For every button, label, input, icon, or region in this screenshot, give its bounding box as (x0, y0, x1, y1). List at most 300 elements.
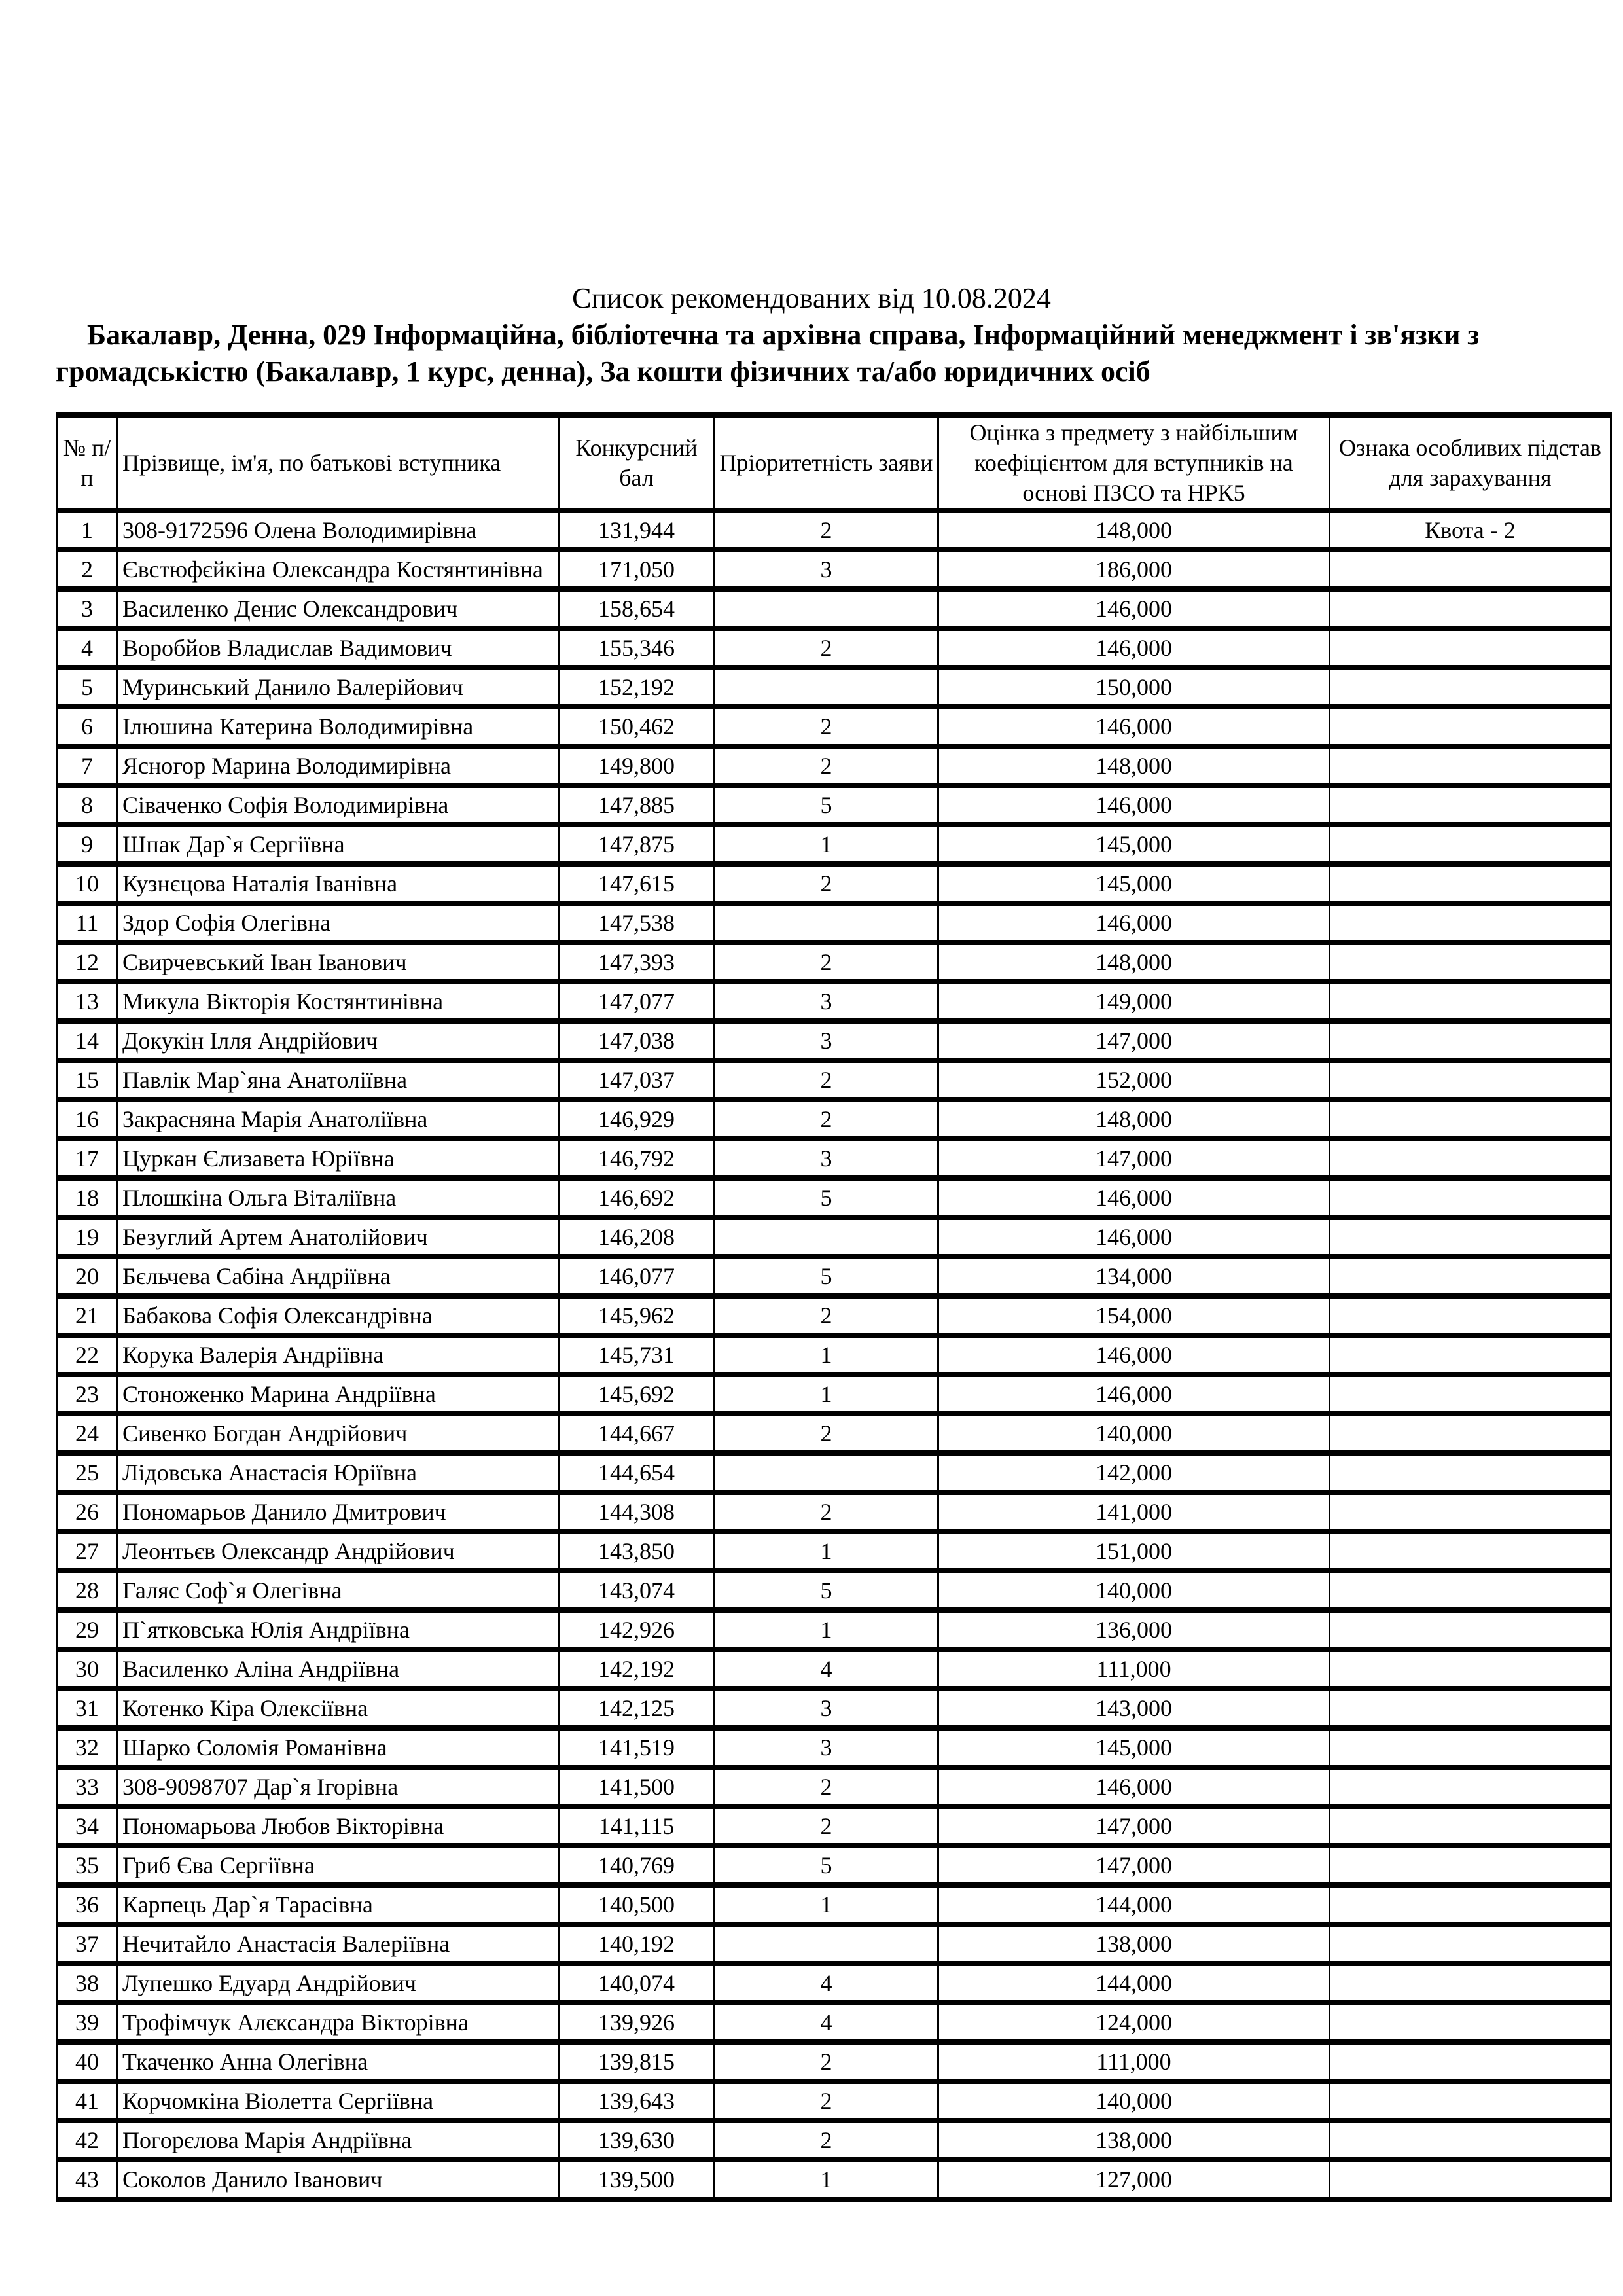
competitive-score: 144,654 (559, 1453, 715, 1492)
application-priority (715, 589, 938, 628)
subject-score: 147,000 (938, 1846, 1330, 1885)
header-priority: Пріоритетність заяви (715, 415, 938, 511)
special-grounds (1330, 550, 1611, 589)
application-priority (715, 1453, 938, 1492)
competitive-score: 147,875 (559, 825, 715, 864)
subject-score: 152,000 (938, 1060, 1330, 1100)
special-grounds (1330, 1217, 1611, 1257)
row-number: 32 (57, 1728, 118, 1767)
table-header-row (57, 415, 1611, 511)
subject-score: 140,000 (938, 1571, 1330, 1610)
application-priority: 5 (715, 785, 938, 825)
subject-score: 148,000 (938, 511, 1330, 550)
table-row (57, 1649, 1611, 1689)
competitive-score: 146,077 (559, 1257, 715, 1296)
table-row (57, 825, 1611, 864)
table-row (57, 1178, 1611, 1217)
application-priority: 2 (715, 1100, 938, 1139)
subject-score: 145,000 (938, 825, 1330, 864)
table-row (57, 903, 1611, 942)
applicant-name: Докукін Ілля Андрійович (118, 1021, 559, 1060)
table-row (57, 1335, 1611, 1374)
applicant-name: Стоноженко Марина Андріївна (118, 1374, 559, 1414)
special-grounds (1330, 1492, 1611, 1532)
application-priority: 2 (715, 1806, 938, 1846)
application-priority: 1 (715, 1374, 938, 1414)
applicant-name: Воробйов Владислав Вадимович (118, 628, 559, 668)
applicant-name: Корчомкіна Віолетта Сергіївна (118, 2081, 559, 2121)
competitive-score: 145,731 (559, 1335, 715, 1374)
special-grounds (1330, 1728, 1611, 1767)
applicant-name: 308-9098707 Дар`я Ігорівна (118, 1767, 559, 1806)
table-row (57, 1571, 1611, 1610)
subject-score: 141,000 (938, 1492, 1330, 1532)
applicant-name: Погорєлова Марія Андріївна (118, 2121, 559, 2160)
table-row (57, 550, 1611, 589)
table-row (57, 982, 1611, 1021)
special-grounds (1330, 2081, 1611, 2121)
application-priority: 4 (715, 1964, 938, 2003)
applicant-name: Шпак Дар`я Сергіївна (118, 825, 559, 864)
subject-score: 142,000 (938, 1453, 1330, 1492)
row-number: 39 (57, 2003, 118, 2042)
application-priority: 2 (715, 942, 938, 982)
application-priority: 2 (715, 1767, 938, 1806)
row-number: 31 (57, 1689, 118, 1728)
subject-score: 148,000 (938, 746, 1330, 785)
special-grounds (1330, 1571, 1611, 1610)
row-number: 16 (57, 1100, 118, 1139)
row-number: 2 (57, 550, 118, 589)
subject-score: 138,000 (938, 1924, 1330, 1964)
competitive-score: 139,643 (559, 2081, 715, 2121)
table-row (57, 1532, 1611, 1571)
subject-score: 111,000 (938, 1649, 1330, 1689)
subject-score: 124,000 (938, 2003, 1330, 2042)
header-num: № п/п (57, 415, 118, 511)
applicant-name: 308-9172596 Олена Володимирівна (118, 511, 559, 550)
competitive-score: 147,393 (559, 942, 715, 982)
application-priority: 4 (715, 2003, 938, 2042)
table-row (57, 2042, 1611, 2081)
subject-score: 148,000 (938, 942, 1330, 982)
subject-score: 146,000 (938, 1178, 1330, 1217)
application-priority: 2 (715, 1414, 938, 1453)
table-body (57, 511, 1611, 2199)
table-row (57, 707, 1611, 746)
row-number: 29 (57, 1610, 118, 1649)
row-number: 17 (57, 1139, 118, 1178)
row-number: 41 (57, 2081, 118, 2121)
table-row (57, 2081, 1611, 2121)
special-grounds (1330, 707, 1611, 746)
application-priority: 3 (715, 1139, 938, 1178)
competitive-score: 146,208 (559, 1217, 715, 1257)
special-grounds (1330, 903, 1611, 942)
competitive-score: 139,500 (559, 2160, 715, 2199)
row-number: 11 (57, 903, 118, 942)
applicant-name: Галяс Соф`я Олегівна (118, 1571, 559, 1610)
applicant-name: Бєльчева Сабіна Андріївна (118, 1257, 559, 1296)
special-grounds (1330, 1806, 1611, 1846)
header-subject: Оцінка з предмету з найбільшим коефіцієнтом для вступників на основі ПЗСО та НРК5 (938, 415, 1330, 511)
application-priority: 1 (715, 825, 938, 864)
applicant-name: Свирчевський Іван Іванович (118, 942, 559, 982)
table-row (57, 1100, 1611, 1139)
application-priority: 2 (715, 707, 938, 746)
applicant-name: П`ятковська Юлія Андріївна (118, 1610, 559, 1649)
row-number: 8 (57, 785, 118, 825)
special-grounds (1330, 942, 1611, 982)
subject-score: 143,000 (938, 1689, 1330, 1728)
table-row (57, 1296, 1611, 1335)
application-priority: 2 (715, 2121, 938, 2160)
applicant-name: Леонтьєв Олександр Андрійович (118, 1532, 559, 1571)
application-priority: 2 (715, 1060, 938, 1100)
applicant-name: Бабакова Софія Олександрівна (118, 1296, 559, 1335)
competitive-score: 140,074 (559, 1964, 715, 2003)
applicant-name: Корука Валерія Андріївна (118, 1335, 559, 1374)
applicant-name: Трофімчук Алєксандра Вікторівна (118, 2003, 559, 2042)
competitive-score: 141,500 (559, 1767, 715, 1806)
applicant-name: Пономарьов Данило Дмитрович (118, 1492, 559, 1532)
application-priority (715, 668, 938, 707)
competitive-score: 155,346 (559, 628, 715, 668)
applicant-name: Безуглий Артем Анатолійович (118, 1217, 559, 1257)
special-grounds (1330, 589, 1611, 628)
special-grounds (1330, 825, 1611, 864)
special-grounds (1330, 746, 1611, 785)
application-priority: 1 (715, 2160, 938, 2199)
competitive-score: 147,538 (559, 903, 715, 942)
table-row (57, 1060, 1611, 1100)
subject-score: 136,000 (938, 1610, 1330, 1649)
applicant-name: Карпець Дар`я Тарасівна (118, 1885, 559, 1924)
table-row (57, 511, 1611, 550)
applicant-name: Гриб Єва Сергіївна (118, 1846, 559, 1885)
row-number: 10 (57, 864, 118, 903)
special-grounds (1330, 1453, 1611, 1492)
special-grounds (1330, 1414, 1611, 1453)
special-grounds (1330, 2121, 1611, 2160)
table-row (57, 1728, 1611, 1767)
applicant-name: Соколов Данило Іванович (118, 2160, 559, 2199)
row-number: 20 (57, 1257, 118, 1296)
applicant-name: Пономарьова Любов Вікторівна (118, 1806, 559, 1846)
competitive-score: 147,037 (559, 1060, 715, 1100)
special-grounds (1330, 1139, 1611, 1178)
applicant-name: Котенко Кіра Олексіївна (118, 1689, 559, 1728)
subject-score: 151,000 (938, 1532, 1330, 1571)
header-flag: Ознака особливих підстав для зарахування (1330, 415, 1611, 511)
applicant-name: Ткаченко Анна Олегівна (118, 2042, 559, 2081)
table-row (57, 1610, 1611, 1649)
competitive-score: 144,308 (559, 1492, 715, 1532)
applicant-name: Ілюшина Катерина Володимирівна (118, 707, 559, 746)
application-priority: 5 (715, 1846, 938, 1885)
competitive-score: 143,074 (559, 1571, 715, 1610)
row-number: 25 (57, 1453, 118, 1492)
table-row (57, 1414, 1611, 1453)
subject-score: 150,000 (938, 668, 1330, 707)
row-number: 43 (57, 2160, 118, 2199)
application-priority: 3 (715, 550, 938, 589)
competitive-score: 131,944 (559, 511, 715, 550)
table-row (57, 746, 1611, 785)
applicant-name: Муринський Данило Валерійович (118, 668, 559, 707)
special-grounds (1330, 1257, 1611, 1296)
row-number: 40 (57, 2042, 118, 2081)
special-grounds (1330, 1335, 1611, 1374)
special-grounds (1330, 1846, 1611, 1885)
row-number: 18 (57, 1178, 118, 1217)
row-number: 6 (57, 707, 118, 746)
table-row (57, 1139, 1611, 1178)
application-priority: 5 (715, 1178, 938, 1217)
row-number: 7 (57, 746, 118, 785)
row-number: 23 (57, 1374, 118, 1414)
table-row (57, 1964, 1611, 2003)
special-grounds (1330, 2042, 1611, 2081)
table-row (57, 1453, 1611, 1492)
application-priority: 5 (715, 1571, 938, 1610)
application-priority: 2 (715, 1492, 938, 1532)
competitive-score: 142,926 (559, 1610, 715, 1649)
competitive-score: 144,667 (559, 1414, 715, 1453)
row-number: 19 (57, 1217, 118, 1257)
subject-score: 147,000 (938, 1021, 1330, 1060)
special-grounds (1330, 1178, 1611, 1217)
special-grounds (1330, 1610, 1611, 1649)
row-number: 5 (57, 668, 118, 707)
application-priority: 2 (715, 864, 938, 903)
competitive-score: 171,050 (559, 550, 715, 589)
table-row (57, 1257, 1611, 1296)
table-row (57, 668, 1611, 707)
subject-score: 146,000 (938, 1335, 1330, 1374)
document-subtitle: Бакалавр, Денна, 029 Інформаційна, бібліотечна та архівна справа, Інформаційний менеджмент і зв'язки з громадськістю (Бакалавр, 1 курс, денна), За кошти фізичних та/або юридичних осіб (56, 319, 1480, 387)
row-number: 4 (57, 628, 118, 668)
application-priority: 3 (715, 982, 938, 1021)
header-score: Конкурсний бал (559, 415, 715, 511)
subject-score: 145,000 (938, 1728, 1330, 1767)
competitive-score: 142,125 (559, 1689, 715, 1728)
table-row (57, 942, 1611, 982)
table-row (57, 628, 1611, 668)
row-number: 26 (57, 1492, 118, 1532)
subject-score: 134,000 (938, 1257, 1330, 1296)
subject-score: 147,000 (938, 1806, 1330, 1846)
competitive-score: 147,038 (559, 1021, 715, 1060)
competitive-score: 145,962 (559, 1296, 715, 1335)
table-row (57, 1217, 1611, 1257)
applicant-name: Ясногор Марина Володимирівна (118, 746, 559, 785)
table-row (57, 2160, 1611, 2199)
special-grounds (1330, 1296, 1611, 1335)
table-row (57, 1885, 1611, 1924)
table-row (57, 864, 1611, 903)
application-priority: 1 (715, 1885, 938, 1924)
competitive-score: 147,885 (559, 785, 715, 825)
competitive-score: 140,192 (559, 1924, 715, 1964)
competitive-score: 147,615 (559, 864, 715, 903)
competitive-score: 139,926 (559, 2003, 715, 2042)
special-grounds: Квота - 2 (1330, 511, 1611, 550)
subject-score: 147,000 (938, 1139, 1330, 1178)
table-row (57, 1374, 1611, 1414)
applicant-name: Шарко Соломія Романівна (118, 1728, 559, 1767)
subject-score: 149,000 (938, 982, 1330, 1021)
special-grounds (1330, 1689, 1611, 1728)
applicant-name: Василенко Аліна Андріївна (118, 1649, 559, 1689)
application-priority (715, 1217, 938, 1257)
competitive-score: 149,800 (559, 746, 715, 785)
table-row (57, 785, 1611, 825)
subject-score: 154,000 (938, 1296, 1330, 1335)
application-priority: 5 (715, 1257, 938, 1296)
subject-score: 146,000 (938, 785, 1330, 825)
special-grounds (1330, 1021, 1611, 1060)
application-priority (715, 1924, 938, 1964)
competitive-score: 146,692 (559, 1178, 715, 1217)
document-title: Список рекомендованих від 10.08.2024 (572, 282, 1051, 314)
row-number: 24 (57, 1414, 118, 1453)
competitive-score: 143,850 (559, 1532, 715, 1571)
table-row (57, 1924, 1611, 1964)
subject-score: 146,000 (938, 628, 1330, 668)
subject-score: 140,000 (938, 2081, 1330, 2121)
competitive-score: 147,077 (559, 982, 715, 1021)
special-grounds (1330, 2160, 1611, 2199)
subject-score: 148,000 (938, 1100, 1330, 1139)
table-row (57, 1021, 1611, 1060)
applicant-name: Микула Вікторія Костянтинівна (118, 982, 559, 1021)
applicant-name: Сивенко Богдан Андрійович (118, 1414, 559, 1453)
row-number: 15 (57, 1060, 118, 1100)
applicant-name: Павлік Мар`яна Анатоліївна (118, 1060, 559, 1100)
special-grounds (1330, 1374, 1611, 1414)
row-number: 33 (57, 1767, 118, 1806)
applicant-name: Лідовська Анастасія Юріївна (118, 1453, 559, 1492)
applicant-name: Євстюфєйкіна Олександра Костянтинівна (118, 550, 559, 589)
application-priority: 2 (715, 746, 938, 785)
applicant-name: Сіваченко Софія Володимирівна (118, 785, 559, 825)
special-grounds (1330, 668, 1611, 707)
header-name: Прізвище, ім'я, по батькові вступника (118, 415, 559, 511)
table-row (57, 1806, 1611, 1846)
competitive-score: 152,192 (559, 668, 715, 707)
special-grounds (1330, 1924, 1611, 1964)
subject-score: 140,000 (938, 1414, 1330, 1453)
application-priority: 2 (715, 511, 938, 550)
special-grounds (1330, 982, 1611, 1021)
special-grounds (1330, 1532, 1611, 1571)
competitive-score: 145,692 (559, 1374, 715, 1414)
competitive-score: 139,630 (559, 2121, 715, 2160)
competitive-score: 140,769 (559, 1846, 715, 1885)
subject-score: 127,000 (938, 2160, 1330, 2199)
application-priority (715, 903, 938, 942)
row-number: 14 (57, 1021, 118, 1060)
table-row (57, 1846, 1611, 1885)
application-priority: 1 (715, 1610, 938, 1649)
special-grounds (1330, 864, 1611, 903)
application-priority: 2 (715, 2042, 938, 2081)
subject-score: 146,000 (938, 1374, 1330, 1414)
competitive-score: 150,462 (559, 707, 715, 746)
applicant-name: Василенко Денис Олександрович (118, 589, 559, 628)
row-number: 27 (57, 1532, 118, 1571)
competitive-score: 146,792 (559, 1139, 715, 1178)
applicant-name: Здор Софія Олегівна (118, 903, 559, 942)
special-grounds (1330, 1100, 1611, 1139)
special-grounds (1330, 1964, 1611, 2003)
application-priority: 3 (715, 1689, 938, 1728)
row-number: 36 (57, 1885, 118, 1924)
table-row (57, 2121, 1611, 2160)
special-grounds (1330, 1885, 1611, 1924)
subject-score: 138,000 (938, 2121, 1330, 2160)
competitive-score: 140,500 (559, 1885, 715, 1924)
row-number: 30 (57, 1649, 118, 1689)
applicant-name: Закрасняна Марія Анатоліївна (118, 1100, 559, 1139)
subject-score: 144,000 (938, 1885, 1330, 1924)
row-number: 3 (57, 589, 118, 628)
subject-score: 146,000 (938, 707, 1330, 746)
competitive-score: 146,929 (559, 1100, 715, 1139)
special-grounds (1330, 1649, 1611, 1689)
applicant-name: Нечитайло Анастасія Валеріївна (118, 1924, 559, 1964)
subject-score: 144,000 (938, 1964, 1330, 2003)
application-priority: 3 (715, 1728, 938, 1767)
table-row (57, 1492, 1611, 1532)
competitive-score: 142,192 (559, 1649, 715, 1689)
row-number: 21 (57, 1296, 118, 1335)
table-row (57, 589, 1611, 628)
competitive-score: 158,654 (559, 589, 715, 628)
competitive-score: 141,519 (559, 1728, 715, 1767)
applicant-name: Цуркан Єлизавета Юріївна (118, 1139, 559, 1178)
competitive-score: 141,115 (559, 1806, 715, 1846)
subject-score: 146,000 (938, 1767, 1330, 1806)
row-number: 1 (57, 511, 118, 550)
application-priority: 1 (715, 1335, 938, 1374)
row-number: 28 (57, 1571, 118, 1610)
row-number: 42 (57, 2121, 118, 2160)
special-grounds (1330, 1060, 1611, 1100)
row-number: 9 (57, 825, 118, 864)
special-grounds (1330, 628, 1611, 668)
table-row (57, 1689, 1611, 1728)
row-number: 35 (57, 1846, 118, 1885)
competitive-score: 139,815 (559, 2042, 715, 2081)
row-number: 22 (57, 1335, 118, 1374)
application-priority: 1 (715, 1532, 938, 1571)
row-number: 13 (57, 982, 118, 1021)
subject-score: 146,000 (938, 1217, 1330, 1257)
applicant-name: Плошкіна Ольга Віталіївна (118, 1178, 559, 1217)
subject-score: 146,000 (938, 903, 1330, 942)
subject-score: 146,000 (938, 589, 1330, 628)
row-number: 37 (57, 1924, 118, 1964)
special-grounds (1330, 2003, 1611, 2042)
row-number: 12 (57, 942, 118, 982)
recommended-list-table (56, 412, 1612, 2202)
application-priority: 2 (715, 628, 938, 668)
applicant-name: Лупешко Едуард Андрійович (118, 1964, 559, 2003)
special-grounds (1330, 785, 1611, 825)
application-priority: 2 (715, 1296, 938, 1335)
